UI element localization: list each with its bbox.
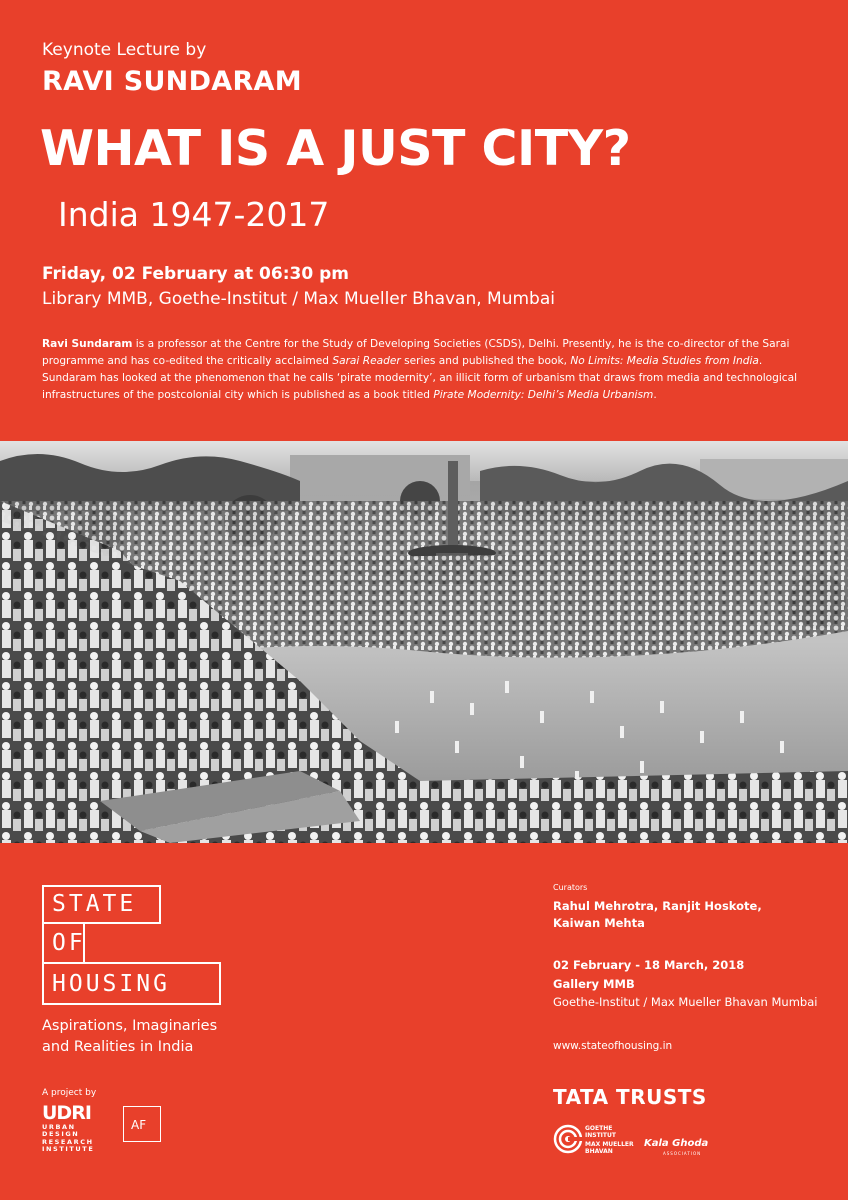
bio-text: . Sundaram has looked at the phenomenon that he calls ‘pirate modernity’, an illicit form of urbanism that draws from media and technological infrastructures of the postcolonial city which is published as a book titled [42,355,798,401]
state-of-housing-logo [42,885,226,1007]
goethe-text [585,1126,634,1155]
logo-word-state: STATE [52,891,137,917]
speaker-name: RAVI SUNDARAM [42,66,302,97]
udri-text [42,1124,102,1154]
udri-logo [42,1104,102,1154]
goethe-line: BHAVAN [585,1147,613,1155]
udri-line: URBAN [42,1123,76,1131]
event-venue: Library MMB, Goethe-Institut / Max Mueller Bhavan, Mumbai [42,289,555,309]
lecture-kicker: Keynote Lecture by [42,40,207,60]
exhibition-tagline [42,1016,217,1058]
project-by-label: A project by [42,1088,97,1098]
goethe-logo-icon [553,1124,583,1154]
udri-line: DESIGN [42,1130,80,1139]
goethe-institut-logo [553,1122,633,1158]
tagline-line: and Realities in India [42,1039,194,1055]
logo-word-housing: HOUSING [52,971,170,997]
logo-word-of: OF [52,930,86,956]
kala-ghoda-logo: Kala Ghoda [644,1138,709,1149]
kala-ghoda-subtitle: ASSOCIATION [663,1151,702,1156]
bio-italic: Sarai Reader [332,355,401,367]
curators-label: Curators [553,883,588,892]
bio-italic: No Limits: Media Studies from India [570,355,759,367]
bio-text: . [653,389,657,401]
bio-text: is a professor at the Centre for the Study of Developing Societies (CSDS), Delhi. Presently, he is the co-director of the Sarai programme and has co-edited the critically acclaimed [42,338,790,367]
curators-names: Rahul Mehrotra, Ranjit Hoskote, Kaiwan Mehta [553,899,762,930]
goethe-line: INSTITUT [585,1131,616,1139]
speaker-bio [42,336,812,404]
goethe-line: GOETHE [585,1125,613,1132]
lecture-title: WHAT IS A JUST CITY? [40,120,631,177]
bio-italic: Pirate Modernity: Delhi’s Media Urbanism [433,389,654,401]
website-link[interactable]: www.stateofhousing.in [553,1040,673,1052]
event-datetime: Friday, 02 February at 06:30 pm [42,264,349,284]
af-logo [123,1106,161,1142]
gallery-address: Goethe-Institut / Max Mueller Bhavan Mumbai [553,995,818,1009]
exhibition-gallery: Gallery MMB [553,977,635,991]
goethe-line: MAX MUELLER [585,1141,634,1148]
exhibition-dates: 02 February - 18 March, 2018 [553,958,745,972]
udri-line: RESEARCH [42,1137,94,1146]
bio-name: Ravi Sundaram [42,338,133,350]
udri-mark: UDRI [42,1102,91,1124]
tagline-line: Aspirations, Imaginaries [42,1018,218,1034]
udri-line: INSTITUTE [42,1145,95,1154]
tata-trusts-logo: TATA TRUSTS [553,1085,707,1109]
af-mark: AF [131,1118,147,1132]
lecture-subtitle: India 1947-2017 [58,195,330,234]
bio-text: series and published the book, [400,355,571,367]
crowd-photo-image [0,441,848,843]
